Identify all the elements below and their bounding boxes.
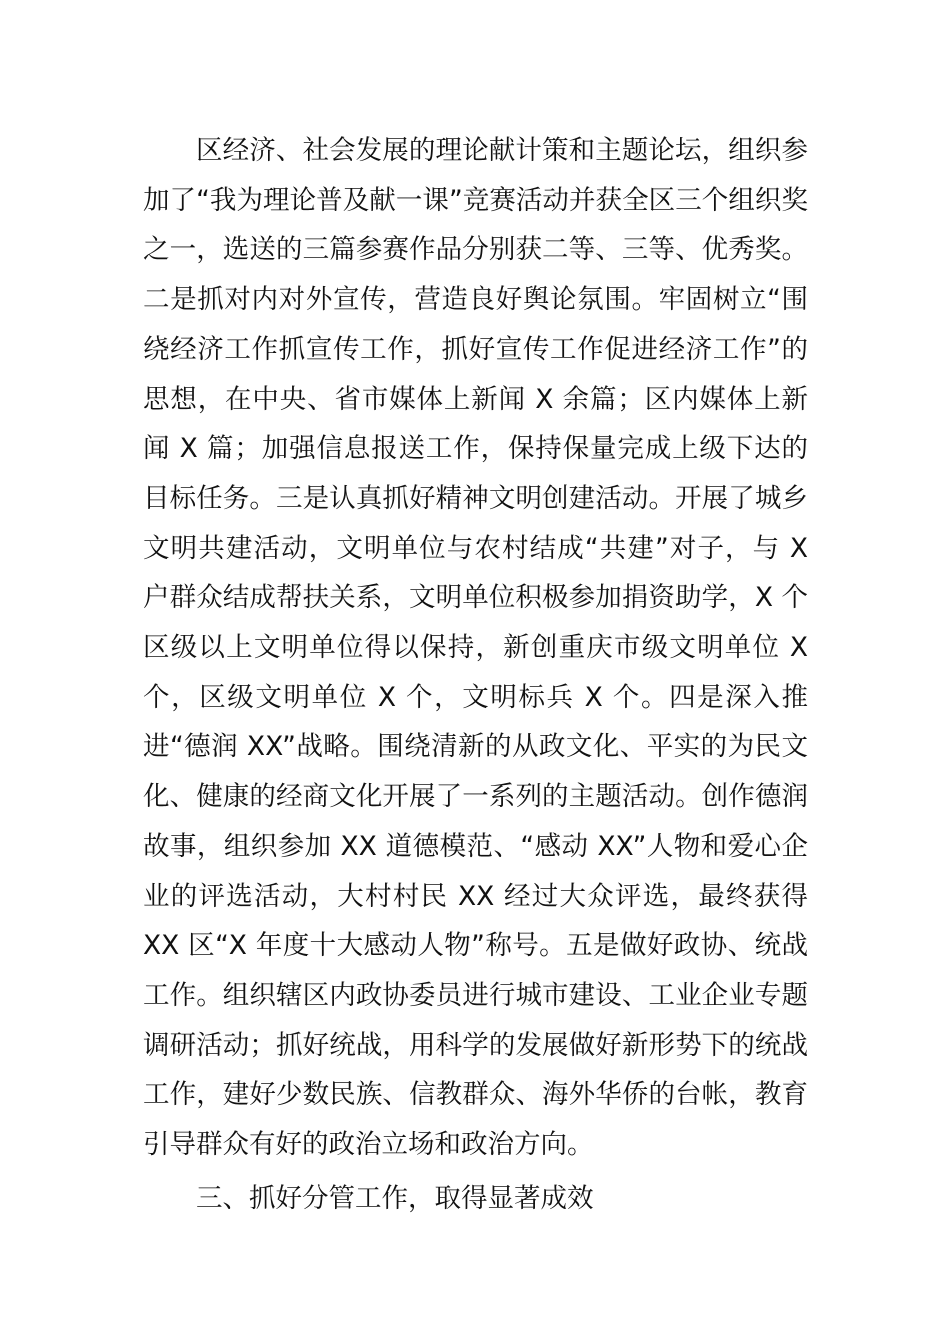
document-body: [143, 126, 808, 1223]
body-paragraph: 区经济、社会发展的理论献计策和主题论坛，组织参加了“我为理论普及献一课”竞赛活动并获全区三个组织奖之一，选送的三篇参赛作品分别获二等、三等、优秀奖。二是抓对内对外宣传，营造良好舆论氛围。牢固树立“围绕经济工作抓宣传工作，抓好宣传工作促进经济工作”的思想，在中央、省市媒体上新闻 X 余篇；区内媒体上新闻 X 篇；加强信息报送工作，保持保量完成上级下达的目标任务。三是认真抓好精神文明创建活动。开展了城乡文明共建活动，文明单位与农村结成“共建”对子，与 X 户群众结成帮扶关系，文明单位积极参加捐资助学，X 个区级以上文明单位得以保持，新创重庆市级文明单位 X 个，区级文明单位 X 个，文明标兵 X 个。四是深入推进“德润 XX”战略。围绕清新的从政文化、平实的为民文化、健康的经商文化开展了一系列的主题活动。创作德润故事，组织参加 XX 道德模范、“感动 XX”人物和爱心企业的评选活动，大村村民 XX 经过大众评选，最终获得 XX 区“X 年度十大感动人物”称号。五是做好政协、统战工作。组织辖区内政协委员进行城市建设、工业企业专题调研活动；抓好统战，用科学的发展做好新形势下的统战工作，建好少数民族、信教群众、海外华侨的台帐，教育引导群众有好的政治立场和政治方向。: [143, 135, 808, 1161]
section-heading: 三、抓好分管工作，取得显著成效: [196, 1182, 594, 1214]
